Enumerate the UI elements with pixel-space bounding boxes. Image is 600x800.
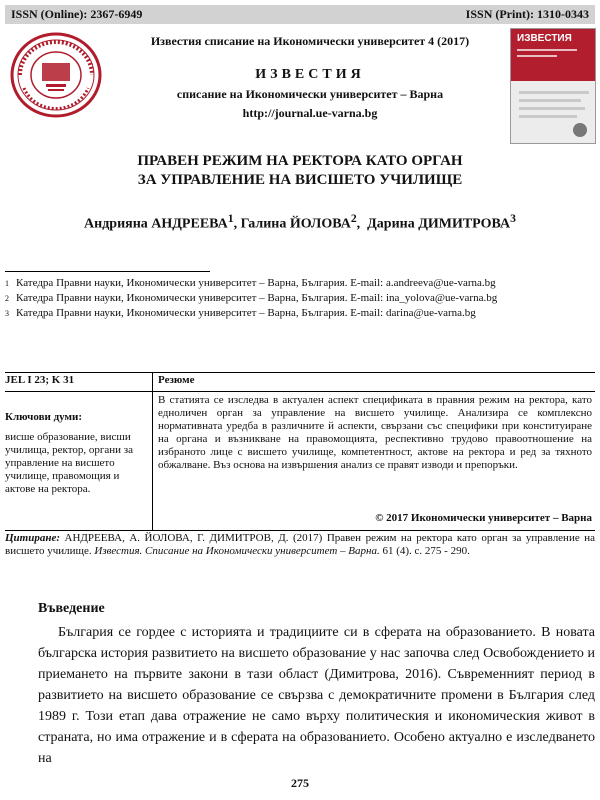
author-name: Дарина ДИМИТРОВА — [367, 216, 511, 232]
page-number: 275 — [291, 776, 309, 790]
author-list: Андрияна АНДРЕЕВА$^1$, Галина ЙОЛОВА$^2$, Дарина ДИМИТРОВА$^3$ — [84, 212, 516, 232]
footnote-number: 1 — [5, 279, 9, 288]
cover-text-line — [519, 107, 585, 110]
citation-details: 61 (4). с. 275 - 290. — [382, 545, 470, 557]
section-heading: Въведение — [38, 601, 105, 616]
cover-emblem-icon — [573, 123, 587, 137]
abstract-rule — [153, 391, 595, 392]
issn-print: ISSN (Print): 1310-0343 — [465, 7, 589, 21]
citation-authors: АНДРЕЕВА, А. ЙОЛОВА, Г. ДИМИТРОВ, Д. (2017) Правен режим на ректора като орган за управление на висшето училище. — [5, 532, 596, 557]
footnote-text: Катедра Правни науки, Икономически университет – Варна, България. E-mail: ina_yolova@ue-varna.bg — [16, 292, 498, 304]
cover-rule — [517, 49, 577, 51]
journal-name: ИЗВЕСТИЯ — [255, 67, 365, 82]
keywords-label: Ключови думи: — [5, 411, 83, 423]
journal-url[interactable]: http://journal.ue-varna.bg — [242, 106, 378, 120]
keywords-text: висше образование, висши училища, ректор, органи за управление на висшето училище, правомощия и актове на ректора. — [5, 431, 134, 495]
footnote — [5, 277, 595, 290]
footnote — [5, 307, 595, 320]
article-title — [50, 152, 550, 190]
abstract-box — [5, 372, 595, 531]
cover-text-line — [519, 91, 589, 94]
jel-codes: JEL I 23; K 31 — [5, 374, 75, 386]
footnote — [5, 292, 595, 305]
cover-text-line — [519, 115, 577, 118]
journal-header — [110, 30, 510, 121]
footnote-divider — [5, 271, 210, 272]
issn-online: ISSN (Online): 2367-6949 — [11, 7, 143, 21]
journal-issue-line: Известия списание на Икономически университет 4 (2017) — [150, 34, 470, 48]
article-title-line: ЗА УПРАВЛЕНИЕ НА ВИСШЕТО УЧИЛИЩЕ — [137, 172, 463, 188]
abstract-label: Резюме — [158, 374, 195, 386]
issn-bar — [5, 5, 595, 24]
column-divider — [152, 373, 153, 530]
abstract-text: В статията се изследва в актуален аспект спецификата в правния режим на ректора, като едноличен орган за управление на висшето училище. Анализира се комплексно нормативната уредба в различните й аспекти, свързани със специфики при конституиране на органа и възникване на правомощията, респективно трудово правоотношение на избраното лице с висшето училище, компетентност, актове на ректора и ред за тяхното обжалване. Въз основа на извършения анализ се правят изводи и препоръки. — [158, 394, 592, 471]
citation — [5, 532, 595, 558]
body-paragraph: България се гордее с историята и традициите си в сферата на образованието. В новата българска история развитието на висшето образование у нас започва след Освобождението и приемането на първите закони в тази област (Димитрова, 2016). Съвременният период в развитието на висшето образование се свързва с демократичните промени в България след 1989 г. Този етап дава отражение не само върху политическия и икономическия живот в страната, но има отражение и в сферата на образованието. Особено актуално е изследването на — [38, 625, 595, 766]
author-name: Андрияна АНДРЕЕВА — [84, 216, 228, 232]
cover-title: ИЗВЕСТИЯ — [517, 33, 572, 44]
citation-journal: Известия. Списание на Икономически университет – Варна. — [94, 545, 380, 557]
cover-rule — [517, 55, 557, 57]
journal-cover-image — [510, 28, 596, 144]
journal-subtitle: списание на Икономически университет – Варна — [176, 87, 444, 101]
cover-text-line — [519, 99, 581, 102]
citation-label: Цитиране: — [5, 532, 60, 544]
footnote-text: Катедра Правни науки, Икономически университет – Варна, България. E-mail: a.andreeva@ue-varna.bg — [16, 277, 496, 289]
author-name: Галина ЙОЛОВА — [240, 216, 351, 232]
footnotes — [5, 277, 595, 322]
article-title-line: ПРАВЕН РЕЖИМ НА РЕКТОРА КАТО ОРГАН — [137, 153, 463, 169]
author-sup: 2 — [350, 212, 357, 225]
jel-rule — [5, 391, 152, 392]
university-seal-logo — [6, 30, 106, 120]
copyright-notice: © 2017 Икономически университет – Варна — [375, 512, 592, 524]
footnote-number: 2 — [5, 294, 9, 303]
author-sup: 3 — [510, 212, 516, 225]
footnote-text: Катедра Правни науки, Икономически университет – Варна, България. E-mail: darina@ue-varna.bg — [16, 307, 476, 319]
author-sup: 1 — [227, 212, 234, 225]
footnote-number: 3 — [5, 309, 9, 318]
